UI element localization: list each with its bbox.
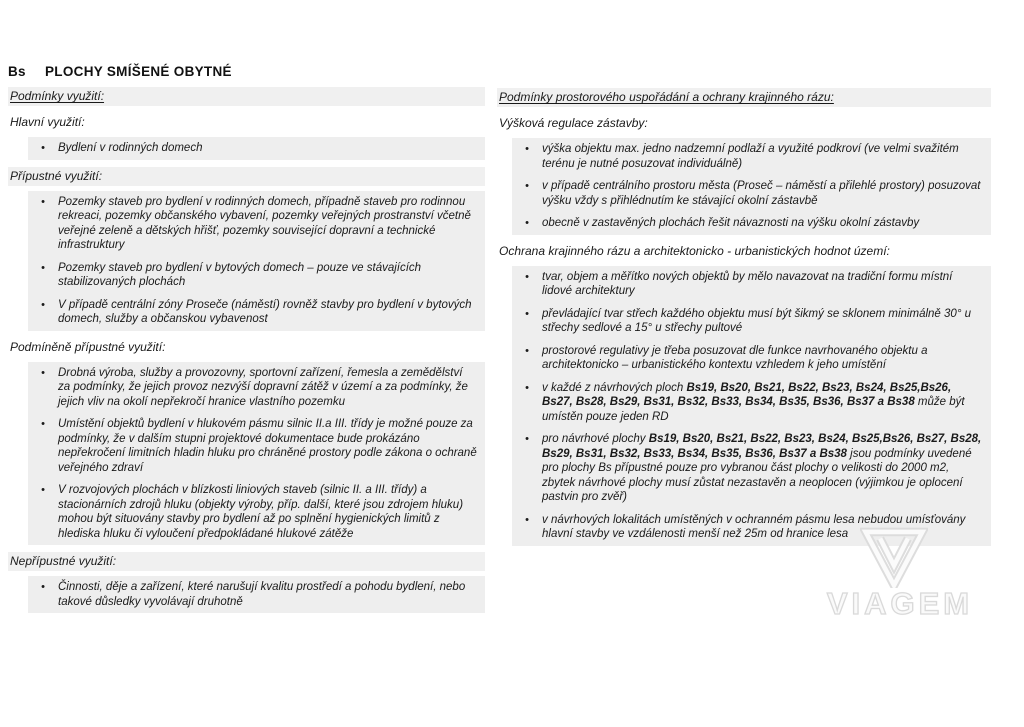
- list-item: [512, 216, 987, 231]
- bullet-list: [28, 362, 485, 546]
- text-run: V případě centrální zóny Proseče (náměstí) rovněž stavby pro bydlení v bytových domech, služby a občanskou vybavenost: [58, 298, 472, 325]
- list-item-text: [58, 261, 481, 290]
- list-item: [512, 179, 987, 208]
- list-item-text: [58, 366, 481, 410]
- bullet-icon: •: [525, 143, 529, 155]
- list-item-text: [58, 417, 481, 475]
- watermark-text: VIAGEM: [826, 586, 974, 621]
- left-column: [8, 64, 485, 613]
- list-item: [512, 307, 987, 336]
- text-run: Činnosti, děje a zařízení, které narušují kvalitu prostředí a pohodu bydlení, nebo takové důsledky vyvolávají druhotně: [58, 581, 466, 608]
- right-column-sections: [497, 88, 991, 546]
- text-run: v návrhových lokalitách umístěných v ochranném pásmu lesa nebudou umísťovány hlavní stavby ve vzdálenosti menší než 25m od hranice lesa: [542, 513, 966, 540]
- list-item-text: [58, 298, 481, 327]
- list-item: [512, 270, 987, 299]
- list-item-text: [542, 270, 987, 299]
- list-item: [28, 261, 481, 290]
- bullet-icon: •: [41, 261, 45, 274]
- text-run: obecně v zastavěných plochách řešit návaznosti na výšku okolní zástavby: [542, 217, 920, 229]
- text-run: Pozemky staveb pro bydlení v bytových domech – pouze ve stávajících stabilizovaných plochách: [58, 261, 422, 288]
- bullet-icon: •: [41, 581, 45, 593]
- list-item: [512, 432, 987, 505]
- text-run: Bydlení v rodinných domech: [58, 142, 203, 154]
- section-heading: Přípustné využití:: [8, 167, 485, 186]
- section-heading: Podmínky prostorového uspořádání a ochrany krajinného rázu:: [497, 88, 991, 107]
- list-item: [28, 366, 481, 410]
- bullet-icon: •: [41, 366, 45, 379]
- bullet-icon: •: [41, 142, 45, 154]
- bullet-icon: •: [525, 180, 529, 192]
- bullet-list: [28, 137, 485, 160]
- list-item-text: [542, 179, 987, 208]
- list-item-text: [542, 307, 987, 336]
- bullet-icon: •: [525, 381, 529, 394]
- text-run: Umístění objektů bydlení v hlukovém pásmu silnic II.a III. třídy je možné pouze za podmínky, že v dalším stupni projektové dokumentace bude prokázáno nepřekročení limitních hladin hluku pro chráněné prostory podle zákona o ochraně veřejného zdraví: [58, 418, 477, 474]
- text-run: v případě centrálního prostoru města (Proseč – náměstí a přilehlé prostory) posuzovat výšku vždy s přihlédnutím ke stávající okolní zástavbě: [542, 180, 981, 207]
- list-item: [28, 298, 481, 327]
- text-run: Bs19, Bs20, Bs21, Bs22, Bs23, Bs24, Bs25,Bs26, Bs27, Bs28, Bs29, Bs31, Bs32, Bs33, Bs34, Bs35, Bs36, Bs37 a Bs38: [542, 433, 982, 460]
- bullet-icon: •: [525, 307, 529, 320]
- text-run: Bs19, Bs20, Bs21, Bs22, Bs23, Bs24, Bs25,Bs26, Bs27, Bs28, Bs29, Bs31, Bs32, Bs33, Bs34, Bs35, Bs36, Bs37 a Bs38: [542, 381, 952, 408]
- list-item-text: [58, 195, 481, 253]
- list-item-text: [58, 483, 481, 541]
- text-run: V rozvojových plochách v blízkosti liniových staveb (silnic II. a III. třídy) a stacionárních zdrojů hluku (objekty výroby, příp. další, které jsou zdrojem hluku) mohou být situovány stavby pro bydlení až po splnění hygienických limitů z hlediska hluku či vyloučení předpokládané hlukové zátěže: [58, 484, 464, 540]
- section-heading: Podmínky využití:: [8, 87, 485, 106]
- list-item-text: [542, 216, 987, 231]
- bullet-icon: •: [525, 433, 529, 445]
- list-item-text: [542, 432, 987, 505]
- text-run: prostorové regulativy je třeba posuzovat dle funkce navrhovaného objektu a architektonicko – urbanistického kontextu vzhledem k jeho umístění: [542, 344, 928, 371]
- bullet-icon: •: [41, 484, 45, 496]
- list-item: [28, 417, 481, 475]
- section-code: Bs: [8, 64, 26, 79]
- bullet-icon: •: [41, 298, 45, 311]
- text-run: převládající tvar střech každého objektu musí být šikmý se sklonem minimálně 30° u střechy sedlové a 15° u střechy pultové: [542, 307, 972, 334]
- list-item: [28, 141, 481, 156]
- bullet-icon: •: [525, 270, 529, 283]
- text-run: tvar, objem a měřítko nových objektů by mělo navazovat na tradiční formu místní lidové architektury: [542, 270, 953, 297]
- list-item-text: [542, 381, 987, 425]
- list-item-text: [542, 142, 987, 171]
- bullet-icon: •: [525, 217, 529, 229]
- list-item: [28, 483, 481, 541]
- bullet-icon: •: [525, 513, 529, 526]
- list-item-text: [542, 513, 987, 542]
- bullet-icon: •: [41, 418, 45, 430]
- left-column-sections: [8, 87, 485, 613]
- section-heading: Výšková regulace zástavby:: [499, 116, 648, 130]
- section-heading: Podmíněně přípustné využití:: [10, 339, 166, 354]
- text-run: výška objektu max. jedno nadzemní podlaží a využité podkroví (ve velmi svažitém terénu je nutné posuzovat individuálně): [542, 143, 959, 170]
- bullet-list: [28, 191, 485, 331]
- bullet-list: [512, 266, 991, 546]
- list-item-text: [542, 344, 987, 373]
- list-item: [512, 381, 987, 425]
- section-heading: Nepřípustné využití:: [8, 552, 485, 571]
- text-run: pro návrhové plochy: [542, 433, 649, 445]
- bullet-icon: •: [41, 195, 45, 208]
- text-run: Drobná výroba, služby a provozovny, sportovní zařízení, řemesla a zemědělství za podmínky, že jejich provoz nezvýší dopravní zátěž v území a za podmínky, že jejich vliv na okolí nepřekročí hranice vlastního pozemku: [58, 366, 468, 408]
- list-item: [28, 195, 481, 253]
- list-item: [512, 142, 987, 171]
- text-run: může být umístěn pouze jeden RD: [542, 396, 965, 423]
- right-column: [497, 88, 991, 546]
- text-run: v každé z návrhových ploch: [542, 381, 687, 394]
- list-item: [512, 344, 987, 373]
- text-run: Pozemky staveb pro bydlení v rodinných domech, případně staveb pro rodinnou rekreaci, pozemky občanského vybavení, pozemky veřejných prostranství včetně veřejné zeleně a dětských hřišť, pozemky související dopravní a technické infrastruktury: [58, 195, 471, 251]
- list-item-text: [58, 141, 481, 156]
- section-heading: Ochrana krajinného rázu a architektonicko - urbanistických hodnot území:: [499, 243, 890, 258]
- section-heading: Hlavní využití:: [10, 115, 85, 129]
- bullet-list: [512, 138, 991, 235]
- page-title: [8, 64, 485, 80]
- list-item: [512, 513, 987, 542]
- list-item: [28, 580, 481, 609]
- text-run: jsou podmínky uvedené pro plochy Bs přípustné pouze pro vybranou část plochy o velikosti do 2000 m2, zbytek návrhové plochy musí zůstat nezastavěn a neoplocen (výjimkou je oplocení pastvin pro zvěř): [542, 447, 972, 503]
- list-item-text: [58, 580, 481, 609]
- bullet-icon: •: [525, 344, 529, 357]
- bullet-list: [28, 576, 485, 613]
- page-title-text: PLOCHY SMÍŠENÉ OBYTNÉ: [45, 64, 232, 79]
